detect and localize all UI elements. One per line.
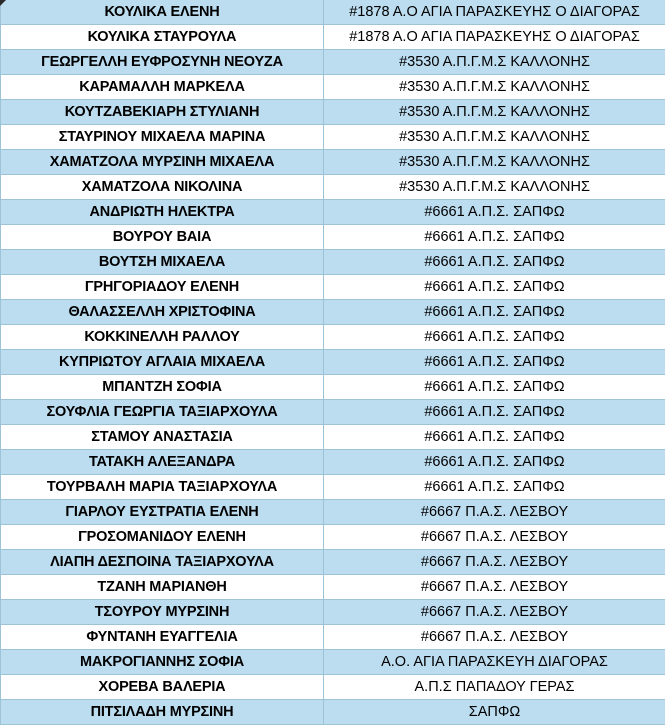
club-cell[interactable]: #6661 Α.Π.Σ. ΣΑΠΦΩ xyxy=(324,400,665,425)
athlete-name-cell[interactable]: ΤΟΥΡΒΑΛΗ ΜΑΡΙΑ ΤΑΞΙΑΡΧΟΥΛΑ xyxy=(1,475,324,500)
club-cell[interactable]: #6667 Π.Α.Σ. ΛΕΣΒΟΥ xyxy=(324,600,665,625)
table-row xyxy=(1,175,665,200)
club-cell[interactable]: #6667 Π.Α.Σ. ΛΕΣΒΟΥ xyxy=(324,575,665,600)
club-cell[interactable]: #6667 Π.Α.Σ. ΛΕΣΒΟΥ xyxy=(324,625,665,650)
athlete-name-cell[interactable]: ΓΕΩΡΓΕΛΛΗ ΕΥΦΡΟΣΥΝΗ ΝΕΟΥΖΑ xyxy=(1,50,324,75)
table-row xyxy=(1,450,665,475)
table-row xyxy=(1,625,665,650)
club-cell[interactable]: #6661 Α.Π.Σ. ΣΑΠΦΩ xyxy=(324,475,665,500)
athlete-name-cell[interactable]: ΚΟΥΤΖΑΒΕΚΙΑΡΗ ΣΤΥΛΙΑΝΗ xyxy=(1,100,324,125)
athlete-name-cell[interactable]: ΒΟΥΡΟΥ ΒΑΙΑ xyxy=(1,225,324,250)
club-cell[interactable]: #6661 Α.Π.Σ. ΣΑΠΦΩ xyxy=(324,375,665,400)
club-cell[interactable]: #3530 Α.Π.Γ.Μ.Σ ΚΑΛΛΟΝΗΣ xyxy=(324,75,665,100)
athlete-name-cell[interactable]: ΚΟΥΛΙΚΑ ΣΤΑΥΡΟΥΛΑ xyxy=(1,25,324,50)
table-row xyxy=(1,275,665,300)
athlete-name-cell[interactable]: ΧΑΜΑΤΖΟΛΑ ΝΙΚΟΛΙΝΑ xyxy=(1,175,324,200)
club-cell[interactable]: #6667 Π.Α.Σ. ΛΕΣΒΟΥ xyxy=(324,525,665,550)
table-row xyxy=(1,550,665,575)
table-row xyxy=(1,500,665,525)
athlete-name-cell[interactable]: ΣΟΥΦΛΙΑ ΓΕΩΡΓΙΑ ΤΑΞΙΑΡΧΟΥΛΑ xyxy=(1,400,324,425)
athlete-name-cell[interactable]: ΤΣΟΥΡΟΥ ΜΥΡΣΙΝΗ xyxy=(1,600,324,625)
athlete-name-cell[interactable]: ΚΥΠΡΙΩΤΟΥ ΑΓΛΑΙΑ ΜΙΧΑΕΛΑ xyxy=(1,350,324,375)
club-cell[interactable]: #6661 Α.Π.Σ. ΣΑΠΦΩ xyxy=(324,325,665,350)
club-cell[interactable]: #6661 Α.Π.Σ. ΣΑΠΦΩ xyxy=(324,250,665,275)
athlete-name-cell[interactable]: ΚΑΡΑΜΑΛΛΗ ΜΑΡΚΕΛΑ xyxy=(1,75,324,100)
athlete-table-body xyxy=(1,0,665,725)
athlete-name-cell[interactable]: ΣΤΑΜΟΥ ΑΝΑΣΤΑΣΙΑ xyxy=(1,425,324,450)
table-row xyxy=(1,425,665,450)
table-row xyxy=(1,325,665,350)
table-row xyxy=(1,100,665,125)
athlete-name-cell[interactable]: ΓΡΟΣΟΜΑΝΙΔΟΥ ΕΛΕΝΗ xyxy=(1,525,324,550)
athlete-name-cell[interactable]: ΠΙΤΣΙΛΑΔΗ ΜΥΡΣΙΝΗ xyxy=(1,700,324,725)
club-cell[interactable]: ΣΑΠΦΩ xyxy=(324,700,665,725)
club-cell[interactable]: #6667 Π.Α.Σ. ΛΕΣΒΟΥ xyxy=(324,500,665,525)
table-row xyxy=(1,75,665,100)
club-cell[interactable]: #6661 Α.Π.Σ. ΣΑΠΦΩ xyxy=(324,425,665,450)
table-row xyxy=(1,700,665,725)
table-row xyxy=(1,250,665,275)
athlete-name-cell[interactable]: ΒΟΥΤΣΗ ΜΙΧΑΕΛΑ xyxy=(1,250,324,275)
club-cell[interactable]: #6667 Π.Α.Σ. ΛΕΣΒΟΥ xyxy=(324,550,665,575)
table-row xyxy=(1,400,665,425)
athlete-name-cell[interactable]: ΣΤΑΥΡΙΝΟΥ ΜΙΧΑΕΛΑ ΜΑΡΙΝΑ xyxy=(1,125,324,150)
table-row xyxy=(1,50,665,75)
athlete-name-cell[interactable]: ΚΟΥΛΙΚΑ ΕΛΕΝΗ xyxy=(1,0,324,25)
club-cell[interactable]: #3530 Α.Π.Γ.Μ.Σ ΚΑΛΛΟΝΗΣ xyxy=(324,100,665,125)
club-cell[interactable]: #6661 Α.Π.Σ. ΣΑΠΦΩ xyxy=(324,450,665,475)
table-row xyxy=(1,525,665,550)
club-cell[interactable]: #6661 Α.Π.Σ. ΣΑΠΦΩ xyxy=(324,350,665,375)
table-row xyxy=(1,225,665,250)
athlete-name-cell[interactable]: ΤΑΤΑΚΗ ΑΛΕΞΑΝΔΡΑ xyxy=(1,450,324,475)
table-row xyxy=(1,650,665,675)
athlete-name-cell[interactable]: ΦΥΝΤΑΝΗ ΕΥΑΓΓΕΛΙΑ xyxy=(1,625,324,650)
athlete-name-cell[interactable]: ΓΡΗΓΟΡΙΑΔΟΥ ΕΛΕΝΗ xyxy=(1,275,324,300)
table-row xyxy=(1,0,665,25)
club-cell[interactable]: #6661 Α.Π.Σ. ΣΑΠΦΩ xyxy=(324,200,665,225)
table-row xyxy=(1,150,665,175)
cell-selection-corner xyxy=(0,0,6,6)
club-cell[interactable]: Α.Π.Σ ΠΑΠΑΔΟΥ ΓΕΡΑΣ xyxy=(324,675,665,700)
club-cell[interactable]: #6661 Α.Π.Σ. ΣΑΠΦΩ xyxy=(324,225,665,250)
athlete-name-cell[interactable]: ΜΑΚΡΟΓΙΑΝΝΗΣ ΣΟΦΙΑ xyxy=(1,650,324,675)
table-row xyxy=(1,675,665,700)
club-cell[interactable]: #6661 Α.Π.Σ. ΣΑΠΦΩ xyxy=(324,275,665,300)
table-row xyxy=(1,475,665,500)
club-cell[interactable]: Α.Ο. ΑΓΙΑ ΠΑΡΑΣΚΕΥΗ ΔΙΑΓΟΡΑΣ xyxy=(324,650,665,675)
athlete-name-cell[interactable]: ΓΙΑΡΛΟΥ ΕΥΣΤΡΑΤΙΑ ΕΛΕΝΗ xyxy=(1,500,324,525)
club-cell[interactable]: #6661 Α.Π.Σ. ΣΑΠΦΩ xyxy=(324,300,665,325)
club-cell[interactable]: #1878 Α.Ο ΑΓΙΑ ΠΑΡΑΣΚΕΥΗΣ Ο ΔΙΑΓΟΡΑΣ xyxy=(324,25,665,50)
athlete-name-cell[interactable]: ΚΟΚΚΙΝΕΛΛΗ ΡΑΛΛΟΥ xyxy=(1,325,324,350)
club-cell[interactable]: #3530 Α.Π.Γ.Μ.Σ ΚΑΛΛΟΝΗΣ xyxy=(324,150,665,175)
table-row xyxy=(1,350,665,375)
table-row xyxy=(1,125,665,150)
athlete-name-cell[interactable]: ΘΑΛΑΣΣΕΛΛΗ ΧΡΙΣΤΟΦΙΝΑ xyxy=(1,300,324,325)
athlete-name-cell[interactable]: ΧΑΜΑΤΖΟΛΑ ΜΥΡΣΙΝΗ ΜΙΧΑΕΛΑ xyxy=(1,150,324,175)
athlete-name-cell[interactable]: ΧΟΡΕΒΑ ΒΑΛΕΡΙΑ xyxy=(1,675,324,700)
table-row xyxy=(1,300,665,325)
athlete-name-cell[interactable]: ΜΠΑΝΤΖΗ ΣΟΦΙΑ xyxy=(1,375,324,400)
table-row xyxy=(1,25,665,50)
club-cell[interactable]: #3530 Α.Π.Γ.Μ.Σ ΚΑΛΛΟΝΗΣ xyxy=(324,175,665,200)
club-cell[interactable]: #1878 Α.Ο ΑΓΙΑ ΠΑΡΑΣΚΕΥΗΣ Ο ΔΙΑΓΟΡΑΣ xyxy=(324,0,665,25)
table-row xyxy=(1,375,665,400)
athlete-name-cell[interactable]: ΑΝΔΡΙΩΤΗ ΗΛΕΚΤΡΑ xyxy=(1,200,324,225)
athlete-name-cell[interactable]: ΤΖΑΝΗ ΜΑΡΙΑΝΘΗ xyxy=(1,575,324,600)
athlete-name-cell[interactable]: ΛΙΑΠΗ ΔΕΣΠΟΙΝΑ ΤΑΞΙΑΡΧΟΥΛΑ xyxy=(1,550,324,575)
table-row xyxy=(1,575,665,600)
club-cell[interactable]: #3530 Α.Π.Γ.Μ.Σ ΚΑΛΛΟΝΗΣ xyxy=(324,50,665,75)
table-row xyxy=(1,200,665,225)
table-row xyxy=(1,600,665,625)
club-cell[interactable]: #3530 Α.Π.Γ.Μ.Σ ΚΑΛΛΟΝΗΣ xyxy=(324,125,665,150)
